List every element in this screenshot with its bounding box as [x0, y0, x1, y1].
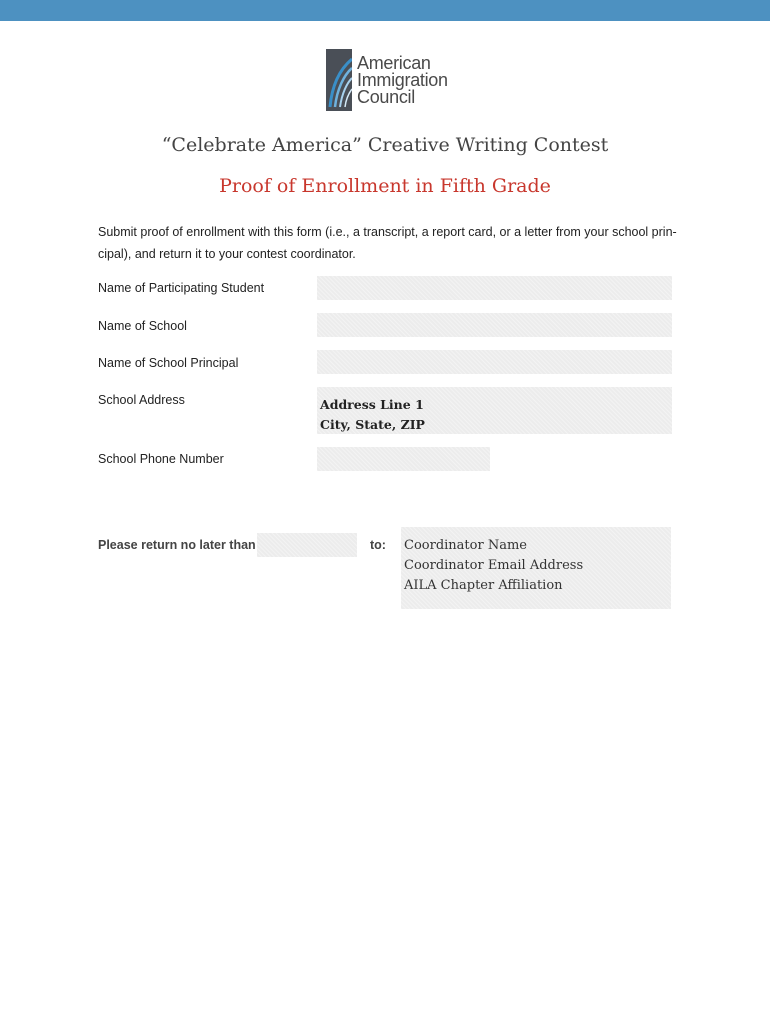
logo-line-1: American — [357, 53, 431, 73]
logo-mark-icon — [326, 49, 352, 111]
logo — [326, 49, 466, 113]
intro-paragraph — [98, 221, 678, 265]
top-color-bar — [0, 0, 770, 21]
address-line-2: City, State, ZIP — [320, 417, 425, 432]
coordinator-name: Coordinator Name — [404, 538, 527, 553]
return-deadline-label: Please return no later than — [98, 538, 256, 552]
student-name-label: Name of Participating Student — [98, 281, 265, 295]
coordinator-field[interactable] — [401, 527, 671, 609]
principal-name-label: Name of School Principal — [98, 356, 239, 370]
school-phone-label: School Phone Number — [98, 452, 224, 466]
page-title: “Celebrate America” Creative Writing Contest — [161, 134, 609, 156]
return-to-label: to: — [370, 538, 386, 552]
school-address-label: School Address — [98, 393, 185, 407]
student-name-field[interactable] — [317, 276, 672, 300]
principal-name-field[interactable] — [317, 350, 672, 374]
logo-wordmark — [357, 55, 448, 106]
return-date-field[interactable] — [257, 533, 357, 557]
logo-line-2: Immigration — [357, 70, 448, 90]
school-phone-field[interactable] — [317, 447, 490, 471]
school-address-field[interactable] — [317, 387, 672, 434]
logo-line-3: Council — [357, 87, 415, 107]
page-subtitle: Proof of Enrollment in Fifth Grade — [219, 175, 551, 197]
chapter-affiliation: AILA Chapter Affiliation — [404, 578, 563, 593]
school-name-field[interactable] — [317, 313, 672, 337]
coordinator-email: Coordinator Email Address — [404, 558, 584, 573]
school-name-label: Name of School — [98, 319, 187, 333]
address-line-1: Address Line 1 — [320, 397, 424, 412]
intro-line-2: cipal), and return it to your contest coordinator. — [98, 247, 356, 261]
intro-line-1: Submit proof of enrollment with this form (i.e., a transcript, a report card, or a letter from your school prin- — [98, 225, 677, 239]
